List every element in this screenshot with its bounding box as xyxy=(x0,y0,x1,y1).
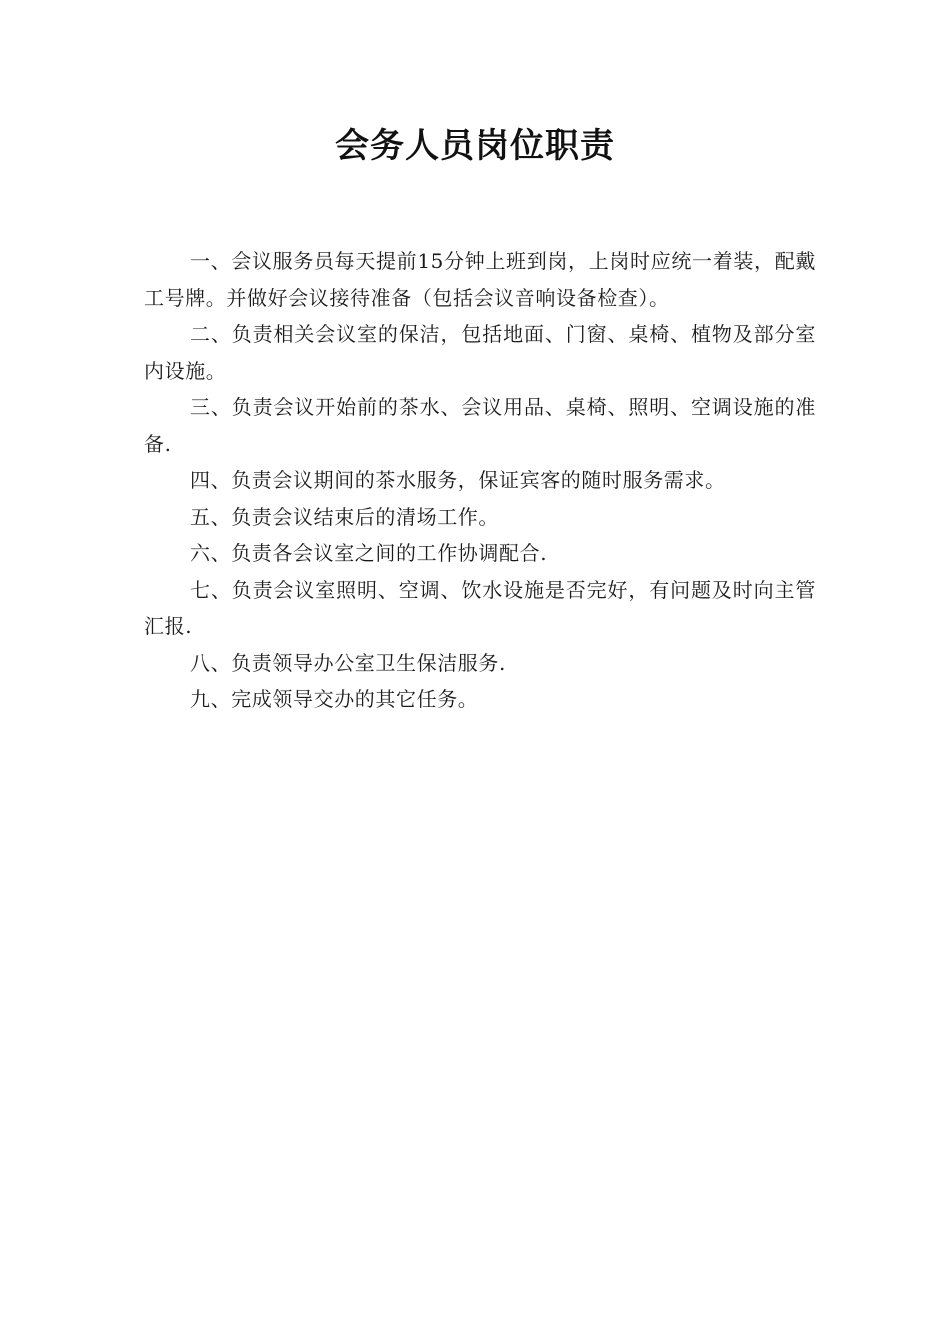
document-title: 会务人员岗位职责 xyxy=(335,126,615,166)
duty-item-9: 九、完成领导交办的其它任务。 xyxy=(190,687,479,711)
duty-item-3: 三、负责会议开始前的茶水、会议用品、桌椅、照明、空调设施的准备. xyxy=(144,395,816,456)
duty-item-5: 五、负责会议结束后的清场工作。 xyxy=(190,504,499,529)
duty-item-4: 四、负责会议期间的茶水服务，保证宾客的随时服务需求。 xyxy=(190,468,726,492)
document-body xyxy=(144,243,816,718)
duty-item-6: 六、负责各会议室之间的工作协调配合. xyxy=(190,541,548,565)
duty-item-2: 二、负责相关会议室的保洁，包括地面、门窗、桌椅、植物及部分室内设施。 xyxy=(144,322,816,383)
duty-item-8: 八、负责领导办公室卫生保洁服务. xyxy=(190,650,506,675)
duty-item-1: 一、会议服务员每天提前15分钟上班到岗，上岗时应统一着装，配戴工号牌。并做好会议接待准备（包括会议音响设备检查）。 xyxy=(144,249,816,310)
duty-item-7: 七、负责会议室照明、空调、饮水设施是否完好，有问题及时向主管汇报. xyxy=(144,577,816,638)
